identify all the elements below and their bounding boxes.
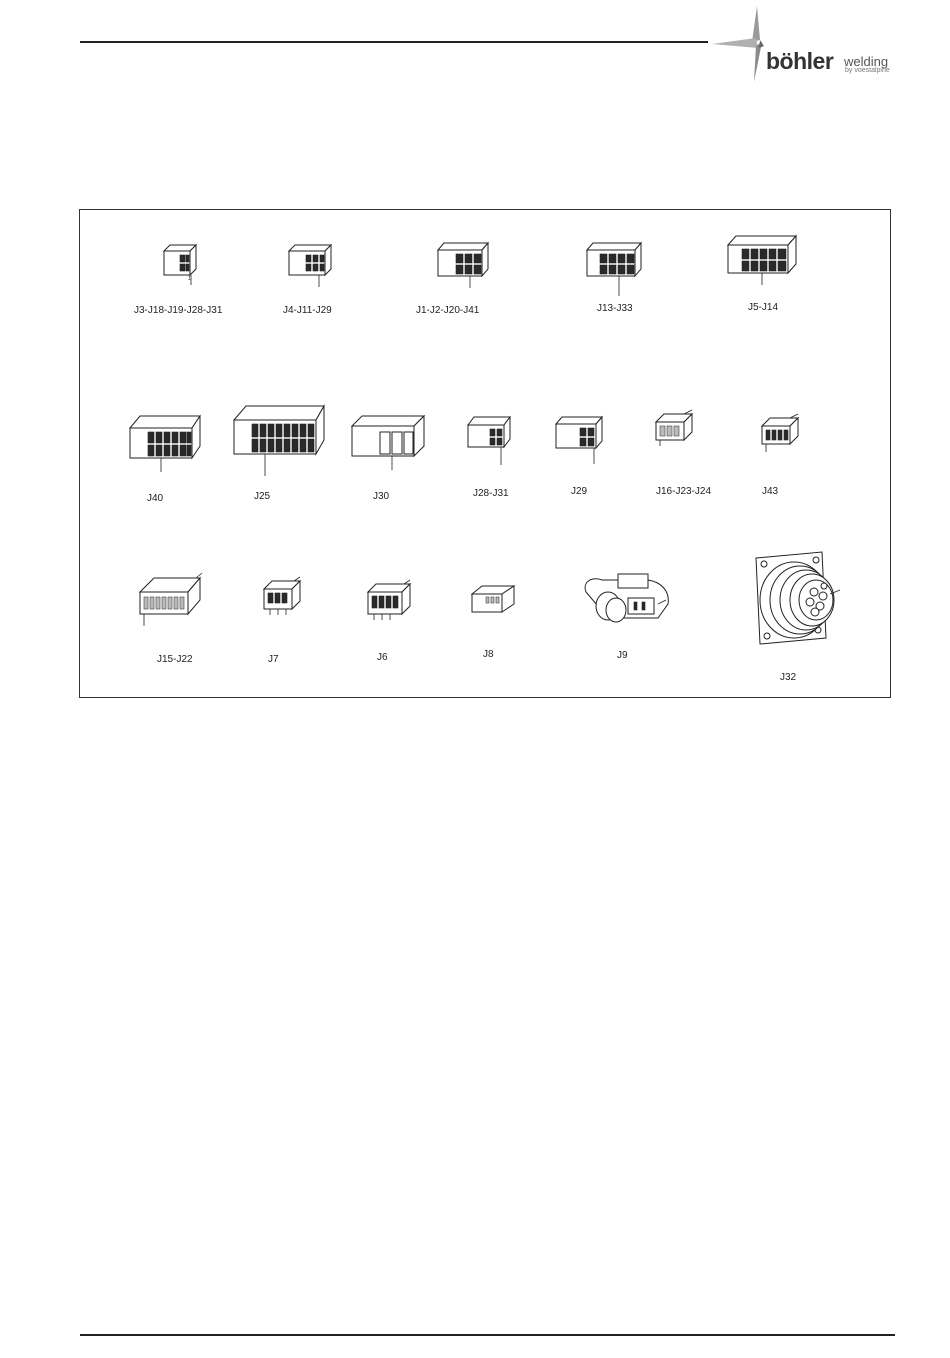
label-j7: J7 [268, 654, 279, 665]
label-j29: J29 [571, 486, 588, 497]
label-j3-j18-j19-j28-j31: J3-J18-J19-J28-J31 [134, 305, 223, 316]
label-j5-j14: J5-J14 [748, 302, 779, 313]
header-rule [80, 41, 708, 43]
label-j25: J25 [254, 491, 271, 502]
label-j28-j31: J28-J31 [473, 488, 509, 499]
brand-suffix: welding [844, 54, 889, 69]
footer-rule [80, 1334, 895, 1336]
label-j1-j2-j20-j41: J1-J2-J20-J41 [416, 305, 480, 316]
pin-1-marker: 1 [188, 276, 191, 282]
label-j6: J6 [377, 652, 388, 663]
label-j32: J32 [780, 672, 797, 683]
label-j16-j23-j24: J16-J23-J24 [656, 486, 712, 497]
label-j8: J8 [483, 649, 494, 660]
label-j9: J9 [617, 650, 628, 661]
label-j30: J30 [373, 491, 390, 502]
label-j40: J40 [147, 493, 164, 504]
brand-name: böhler [766, 48, 834, 74]
label-j15-j22: J15-J22 [157, 654, 193, 665]
brand-tagline: by voestalpine [845, 67, 890, 74]
label-j13-j33: J13-J33 [597, 303, 633, 314]
label-j4-j11-j29: J4-J11-J29 [283, 305, 332, 316]
label-j43: J43 [762, 486, 779, 497]
